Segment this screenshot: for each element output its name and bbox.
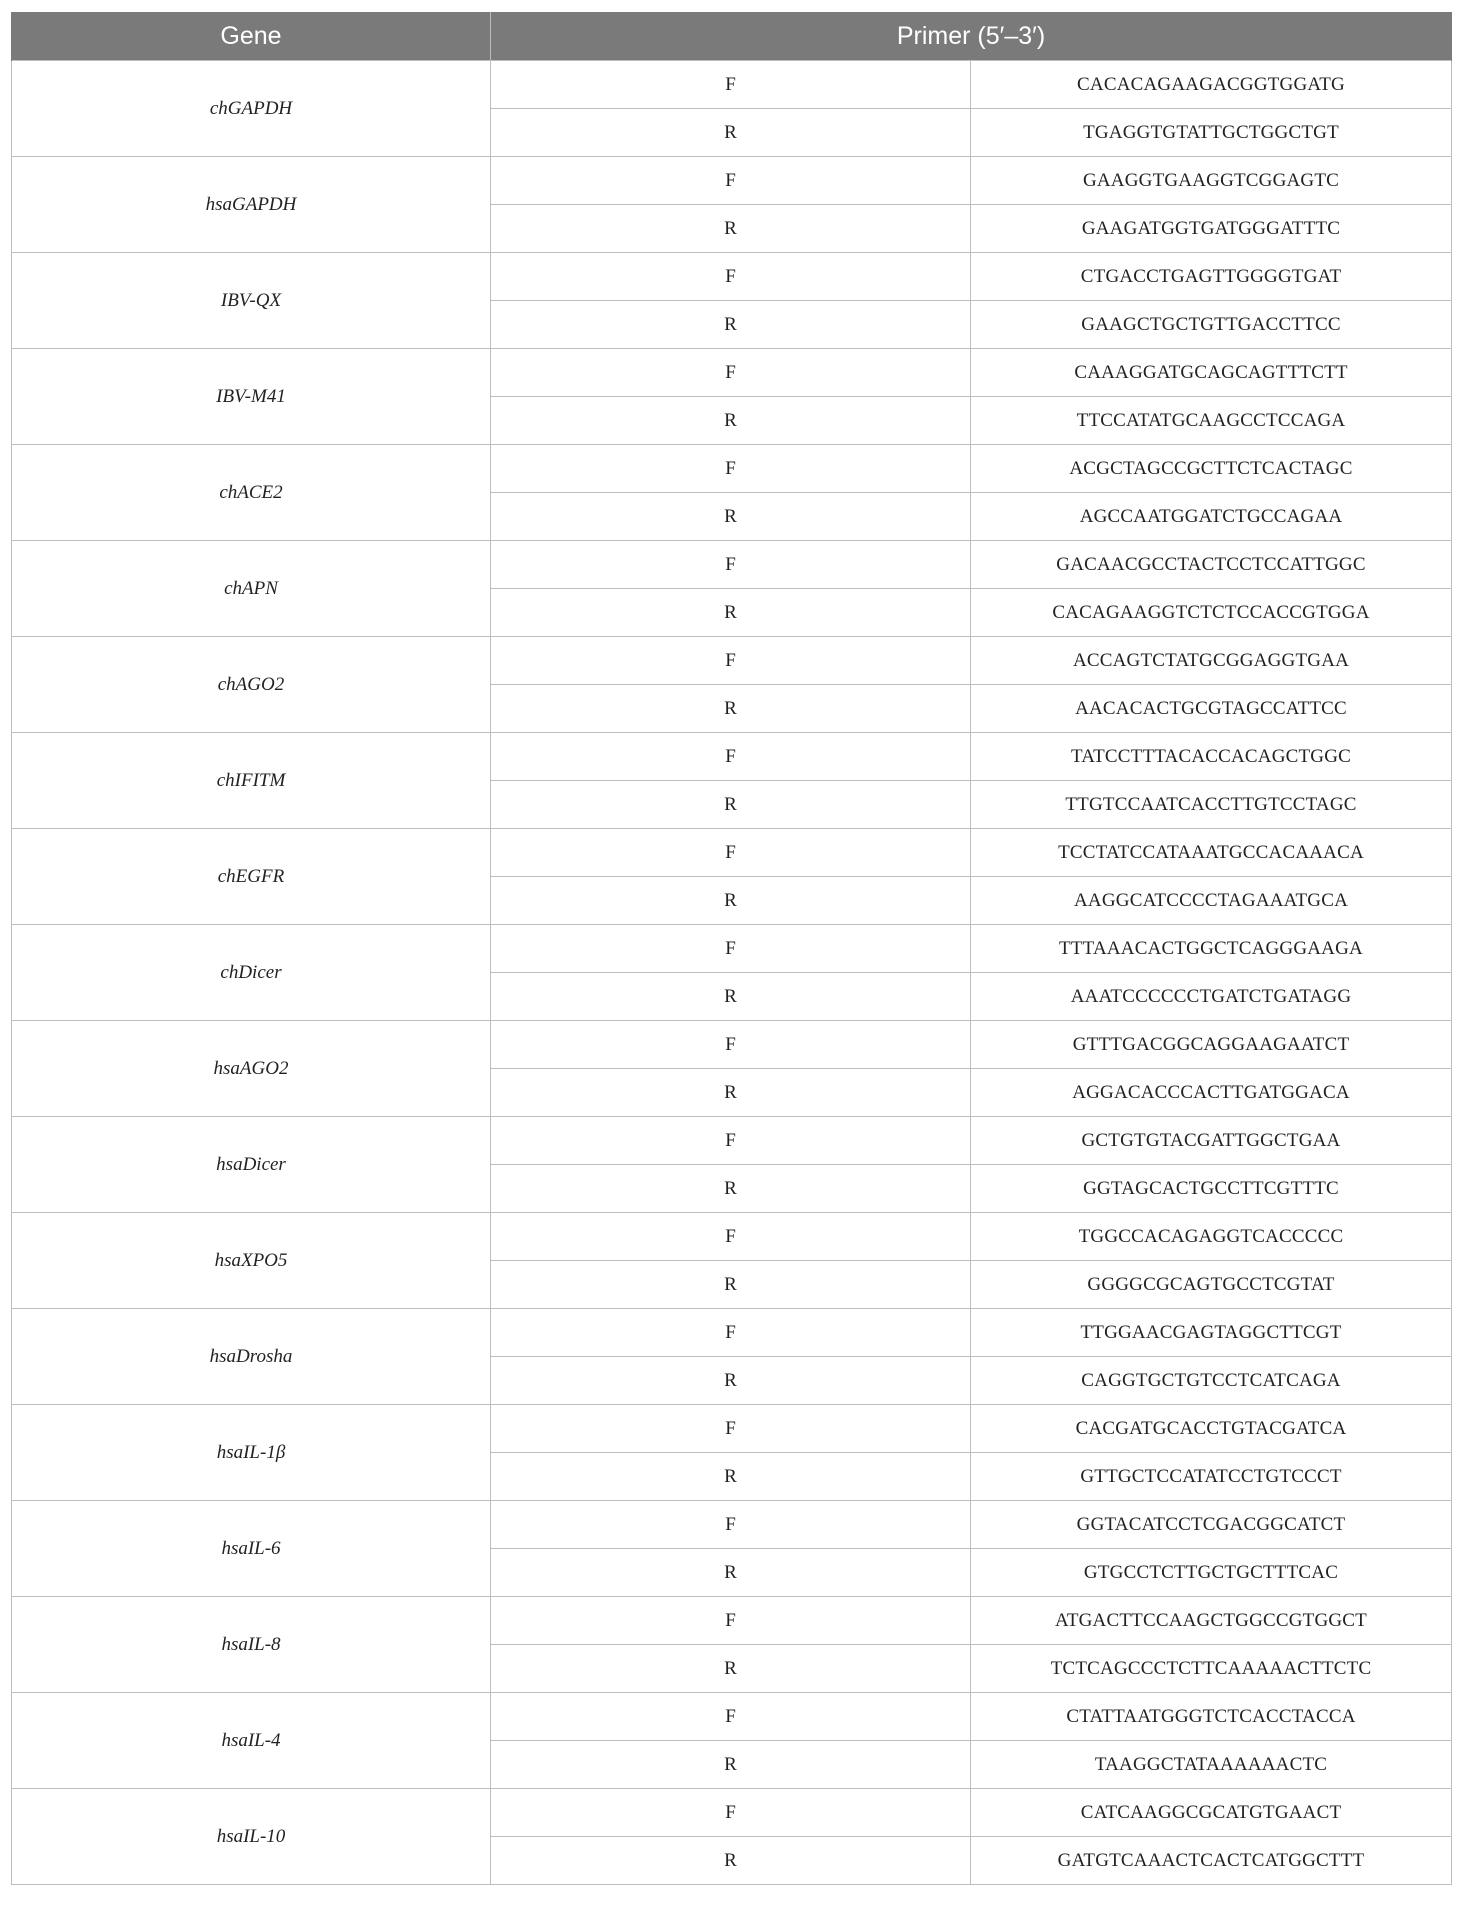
- table-row-forward: [12, 1789, 1452, 1837]
- gene-name-cell: IBV-QX: [12, 253, 491, 349]
- forward-sequence-cell: GCTGTGTACGATTGGCTGAA: [971, 1117, 1452, 1165]
- forward-label-cell: F: [491, 1789, 971, 1837]
- table-row-forward: [12, 541, 1452, 589]
- reverse-label-cell: R: [491, 1837, 971, 1885]
- reverse-label-cell: R: [491, 301, 971, 349]
- gene-name-cell: chEGFR: [12, 829, 491, 925]
- table-row-forward: [12, 349, 1452, 397]
- gene-name-cell: hsaXPO5: [12, 1213, 491, 1309]
- table-row-forward: [12, 733, 1452, 781]
- reverse-label-cell: R: [491, 1357, 971, 1405]
- table-row-forward: [12, 925, 1452, 973]
- reverse-sequence-cell: AAGGCATCCCCTAGAAATGCA: [971, 877, 1452, 925]
- reverse-label-cell: R: [491, 1741, 971, 1789]
- reverse-sequence-cell: GAAGATGGTGATGGGATTTC: [971, 205, 1452, 253]
- gene-name-cell: hsaIL-10: [12, 1789, 491, 1885]
- gene-name-cell: IBV-M41: [12, 349, 491, 445]
- reverse-label-cell: R: [491, 877, 971, 925]
- reverse-label-cell: R: [491, 973, 971, 1021]
- forward-label-cell: F: [491, 1021, 971, 1069]
- forward-label-cell: F: [491, 1597, 971, 1645]
- gene-name-cell: hsaDicer: [12, 1117, 491, 1213]
- reverse-label-cell: R: [491, 1645, 971, 1693]
- reverse-label-cell: R: [491, 1549, 971, 1597]
- gene-name-cell: hsaIL-8: [12, 1597, 491, 1693]
- reverse-label-cell: R: [491, 589, 971, 637]
- table-row-forward: [12, 445, 1452, 493]
- table-row-forward: [12, 1117, 1452, 1165]
- reverse-sequence-cell: TGAGGTGTATTGCTGGCTGT: [971, 109, 1452, 157]
- forward-sequence-cell: CACGATGCACCTGTACGATCA: [971, 1405, 1452, 1453]
- table-row-forward: [12, 253, 1452, 301]
- forward-label-cell: F: [491, 637, 971, 685]
- reverse-label-cell: R: [491, 1453, 971, 1501]
- reverse-sequence-cell: AGGACACCCACTTGATGGACA: [971, 1069, 1452, 1117]
- reverse-label-cell: R: [491, 397, 971, 445]
- forward-label-cell: F: [491, 1693, 971, 1741]
- table-row-forward: [12, 829, 1452, 877]
- table-body: [12, 61, 1452, 1885]
- reverse-sequence-cell: AACACACTGCGTAGCCATTCC: [971, 685, 1452, 733]
- gene-name-cell: chAPN: [12, 541, 491, 637]
- forward-sequence-cell: ACGCTAGCCGCTTCTCACTAGC: [971, 445, 1452, 493]
- forward-sequence-cell: CACACAGAAGACGGTGGATG: [971, 61, 1452, 109]
- forward-sequence-cell: GGTACATCCTCGACGGCATCT: [971, 1501, 1452, 1549]
- forward-sequence-cell: ACCAGTCTATGCGGAGGTGAA: [971, 637, 1452, 685]
- forward-sequence-cell: CTGACCTGAGTTGGGGTGAT: [971, 253, 1452, 301]
- table-row-forward: [12, 637, 1452, 685]
- gene-name-cell: hsaIL-4: [12, 1693, 491, 1789]
- forward-sequence-cell: ATGACTTCCAAGCTGGCCGTGGCT: [971, 1597, 1452, 1645]
- table-row-forward: [12, 1405, 1452, 1453]
- reverse-label-cell: R: [491, 1069, 971, 1117]
- forward-sequence-cell: TTTAAACACTGGCTCAGGGAAGA: [971, 925, 1452, 973]
- table-row-forward: [12, 1693, 1452, 1741]
- forward-sequence-cell: TCCTATCCATAAATGCCACAAACA: [971, 829, 1452, 877]
- table-row-forward: [12, 61, 1452, 109]
- gene-name-cell: hsaIL-6: [12, 1501, 491, 1597]
- forward-sequence-cell: TGGCCACAGAGGTCACCCCC: [971, 1213, 1452, 1261]
- reverse-sequence-cell: GATGTCAAACTCACTCATGGCTTT: [971, 1837, 1452, 1885]
- header-gene: Gene: [12, 12, 491, 61]
- forward-label-cell: F: [491, 733, 971, 781]
- gene-name-cell: chDicer: [12, 925, 491, 1021]
- forward-sequence-cell: GACAACGCCTACTCCTCCATTGGC: [971, 541, 1452, 589]
- table-row-forward: [12, 1021, 1452, 1069]
- reverse-label-cell: R: [491, 1165, 971, 1213]
- primer-table-container: [11, 12, 1451, 1885]
- reverse-sequence-cell: GGTAGCACTGCCTTCGTTTC: [971, 1165, 1452, 1213]
- reverse-label-cell: R: [491, 205, 971, 253]
- gene-name-cell: chACE2: [12, 445, 491, 541]
- reverse-sequence-cell: TTGTCCAATCACCTTGTCCTAGC: [971, 781, 1452, 829]
- forward-label-cell: F: [491, 61, 971, 109]
- forward-label-cell: F: [491, 349, 971, 397]
- reverse-sequence-cell: GTGCCTCTTGCTGCTTTCAC: [971, 1549, 1452, 1597]
- forward-sequence-cell: CAAAGGATGCAGCAGTTTCTT: [971, 349, 1452, 397]
- primer-table: [11, 12, 1452, 1885]
- forward-label-cell: F: [491, 925, 971, 973]
- gene-name-cell: hsaGAPDH: [12, 157, 491, 253]
- forward-label-cell: F: [491, 1501, 971, 1549]
- reverse-sequence-cell: CACAGAAGGTCTCTCCACCGTGGA: [971, 589, 1452, 637]
- forward-sequence-cell: TATCCTTTACACCACAGCTGGC: [971, 733, 1452, 781]
- gene-name-cell: hsaIL-1β: [12, 1405, 491, 1501]
- reverse-sequence-cell: TAAGGCTATAAAAAACTC: [971, 1741, 1452, 1789]
- reverse-sequence-cell: TCTCAGCCCTCTTCAAAAACTTCTC: [971, 1645, 1452, 1693]
- gene-name-cell: hsaDrosha: [12, 1309, 491, 1405]
- forward-sequence-cell: TTGGAACGAGTAGGCTTCGT: [971, 1309, 1452, 1357]
- table-row-forward: [12, 1309, 1452, 1357]
- reverse-sequence-cell: GTTGCTCCATATCCTGTCCCT: [971, 1453, 1452, 1501]
- reverse-sequence-cell: CAGGTGCTGTCCTCATCAGA: [971, 1357, 1452, 1405]
- reverse-sequence-cell: GAAGCTGCTGTTGACCTTCC: [971, 301, 1452, 349]
- gene-name-cell: chAGO2: [12, 637, 491, 733]
- header-row: [12, 12, 1452, 61]
- reverse-sequence-cell: GGGGCGCAGTGCCTCGTAT: [971, 1261, 1452, 1309]
- reverse-label-cell: R: [491, 109, 971, 157]
- forward-label-cell: F: [491, 253, 971, 301]
- reverse-sequence-cell: AGCCAATGGATCTGCCAGAA: [971, 493, 1452, 541]
- forward-sequence-cell: CATCAAGGCGCATGTGAACT: [971, 1789, 1452, 1837]
- forward-label-cell: F: [491, 157, 971, 205]
- table-row-forward: [12, 1213, 1452, 1261]
- forward-label-cell: F: [491, 1213, 971, 1261]
- header-primer: Primer (5′–3′): [491, 12, 1452, 61]
- table-row-forward: [12, 1597, 1452, 1645]
- forward-label-cell: F: [491, 1309, 971, 1357]
- reverse-label-cell: R: [491, 1261, 971, 1309]
- forward-label-cell: F: [491, 445, 971, 493]
- forward-sequence-cell: CTATTAATGGGTCTCACCTACCA: [971, 1693, 1452, 1741]
- gene-name-cell: hsaAGO2: [12, 1021, 491, 1117]
- table-row-forward: [12, 1501, 1452, 1549]
- reverse-label-cell: R: [491, 781, 971, 829]
- forward-label-cell: F: [491, 541, 971, 589]
- table-header: [12, 12, 1452, 61]
- forward-label-cell: F: [491, 1117, 971, 1165]
- forward-label-cell: F: [491, 1405, 971, 1453]
- reverse-sequence-cell: AAATCCCCCCTGATCTGATAGG: [971, 973, 1452, 1021]
- reverse-label-cell: R: [491, 685, 971, 733]
- table-row-forward: [12, 157, 1452, 205]
- gene-name-cell: chGAPDH: [12, 61, 491, 157]
- gene-name-cell: chIFITM: [12, 733, 491, 829]
- reverse-sequence-cell: TTCCATATGCAAGCCTCCAGA: [971, 397, 1452, 445]
- forward-sequence-cell: GAAGGTGAAGGTCGGAGTC: [971, 157, 1452, 205]
- forward-sequence-cell: GTTTGACGGCAGGAAGAATCT: [971, 1021, 1452, 1069]
- forward-label-cell: F: [491, 829, 971, 877]
- reverse-label-cell: R: [491, 493, 971, 541]
